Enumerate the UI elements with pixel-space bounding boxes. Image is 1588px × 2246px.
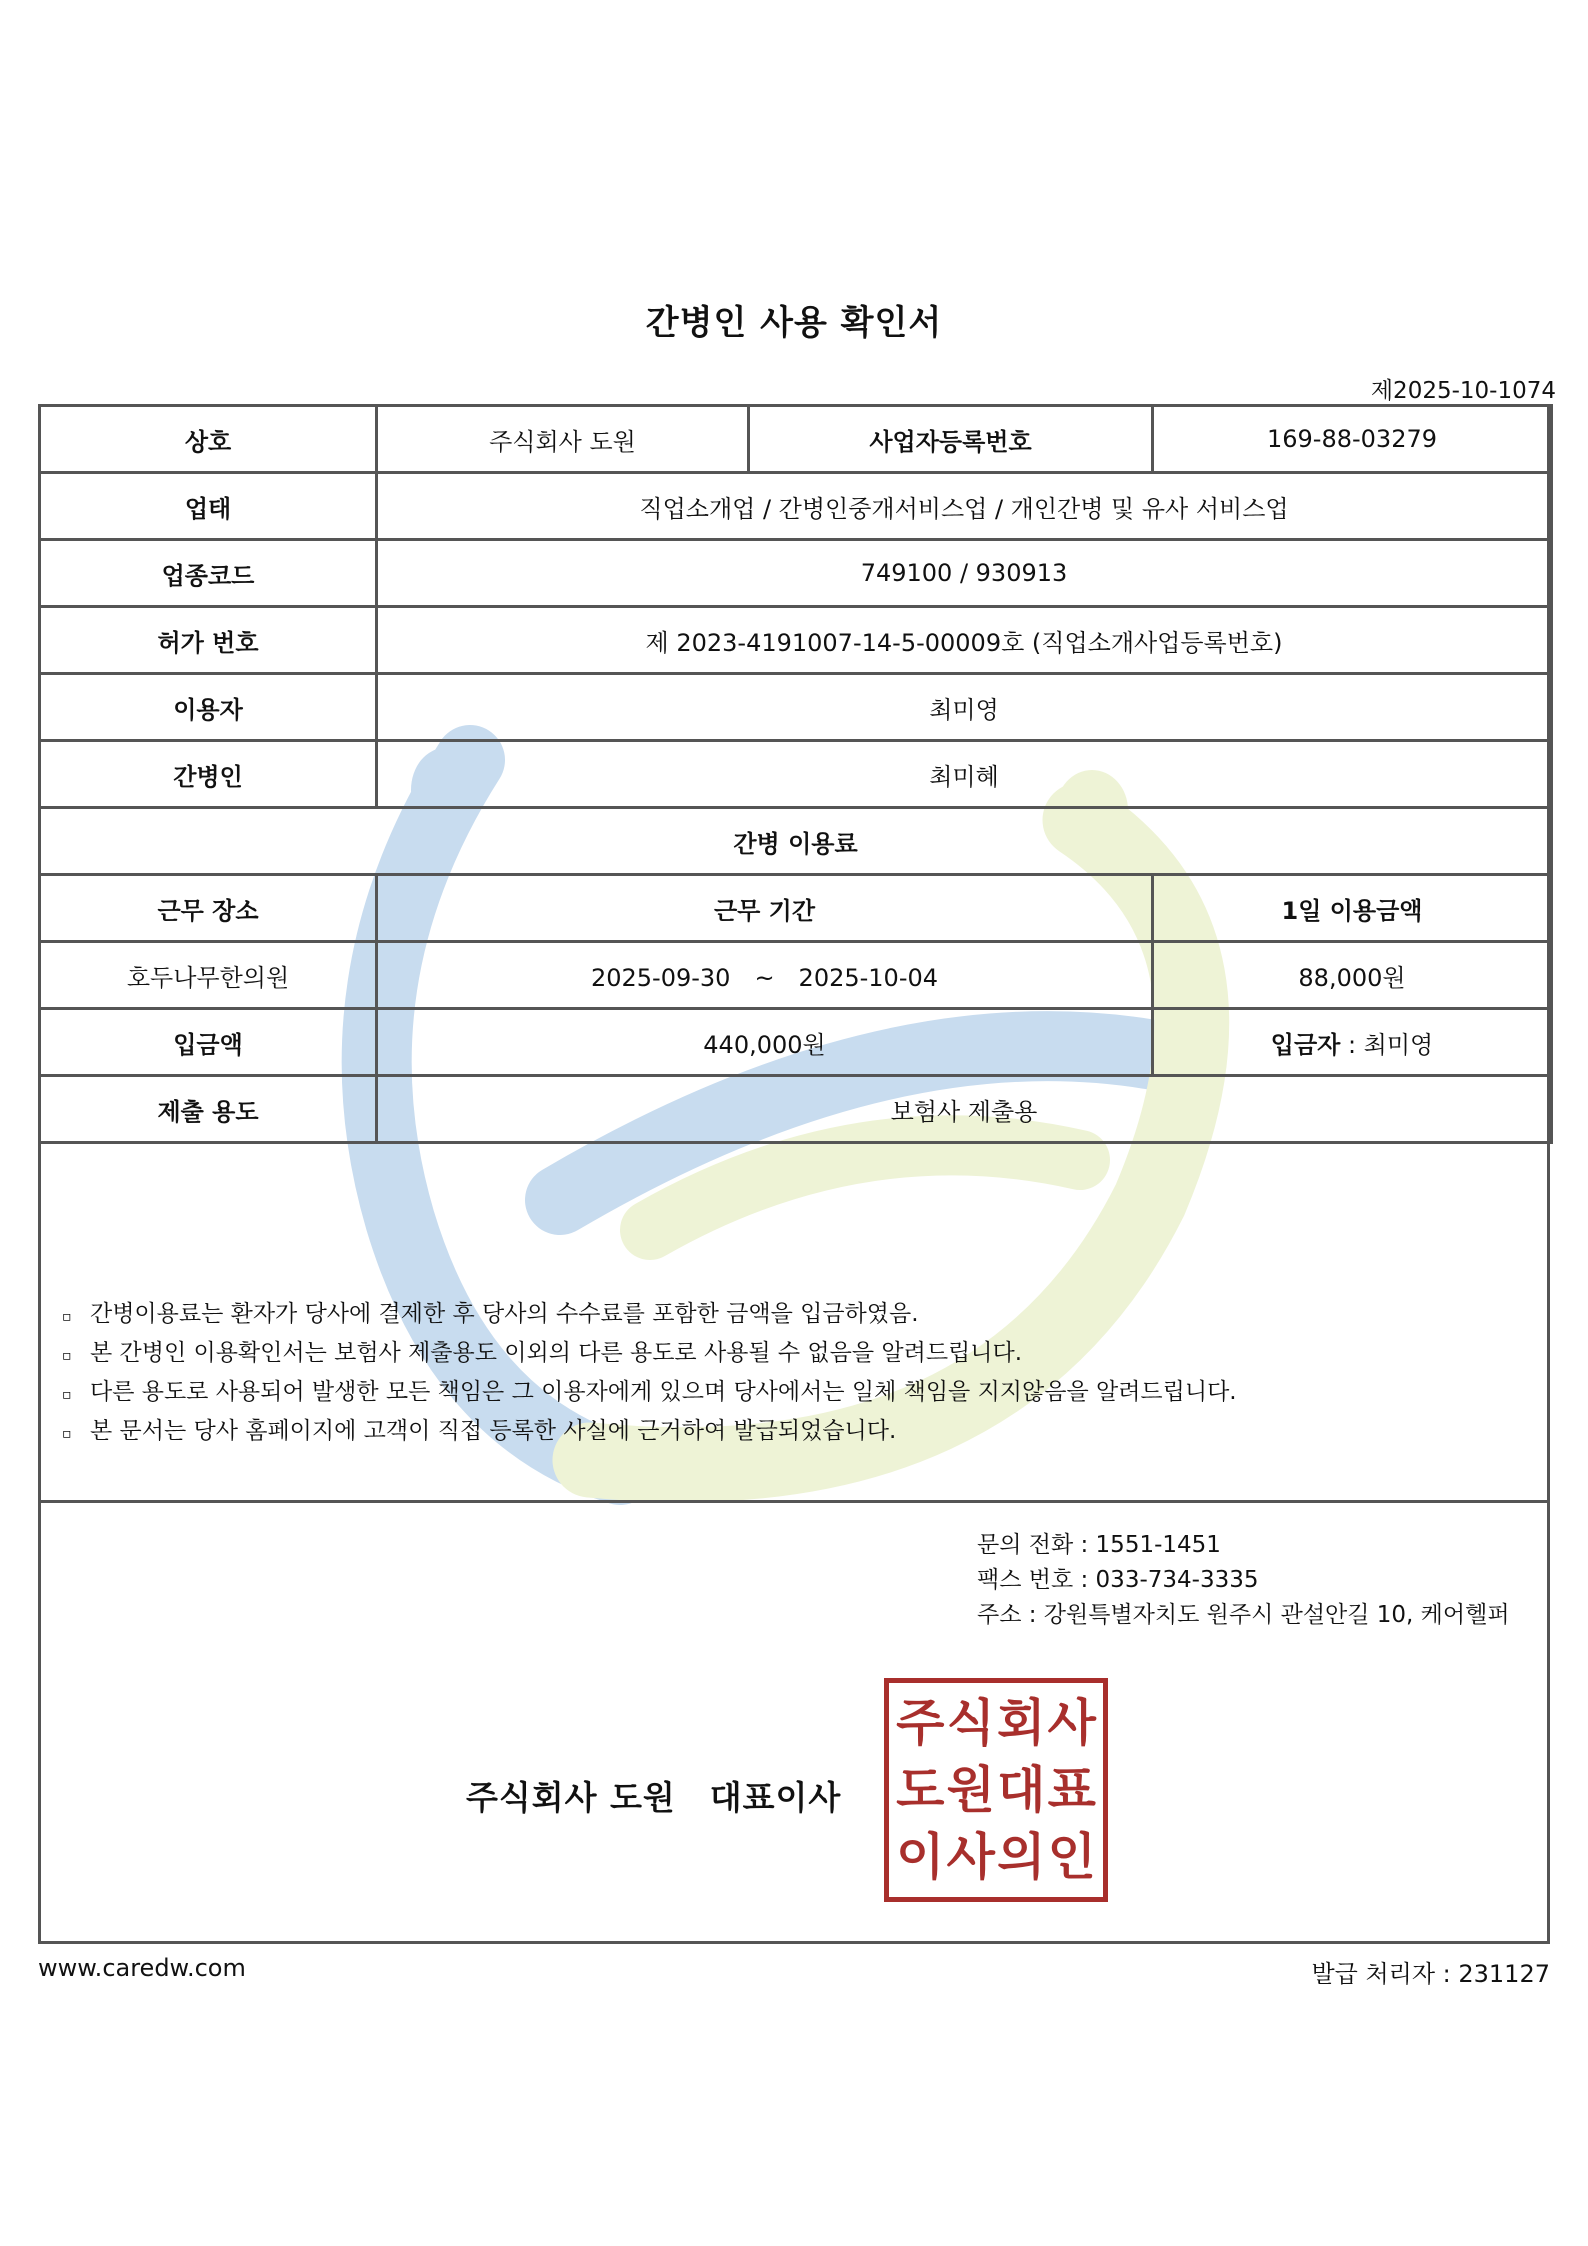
work-place-label: 근무 장소: [40, 875, 377, 942]
work-period-label: 근무 기간: [377, 875, 1153, 942]
daily-fee-label: 1일 이용금액: [1153, 875, 1552, 942]
table-row: [40, 473, 1552, 540]
contact-phone: 문의 전화 : 1551-1451: [977, 1532, 1221, 1558]
license-label: 허가 번호: [40, 607, 377, 674]
list-item: [62, 1374, 1237, 1413]
table-row: [40, 607, 1552, 674]
document-title: 간병인 사용 확인서: [645, 303, 943, 343]
issuer-info: 발급 처리자 : 231127: [1311, 1960, 1550, 1988]
business-type-value: 직업소개업 / 간병인중개서비스업 / 개인간병 및 유사 서비스업: [377, 473, 1552, 540]
bullet-icon: ▫: [62, 1426, 72, 1442]
table-row: [40, 1076, 1552, 1143]
company-representative: 주식회사 도원 대표이사: [466, 1778, 842, 1817]
business-type-label: 업태: [40, 473, 377, 540]
deposit-label: 입금액: [40, 1009, 377, 1076]
industry-code-value: 749100 / 930913: [377, 540, 1552, 607]
contact-fax: 팩스 번호 : 033-734-3335: [977, 1567, 1259, 1593]
website-link[interactable]: www.caredw.com: [38, 1954, 246, 1982]
note-text: 본 간병인 이용확인서는 보험사 제출용도 이외의 다른 용도로 사용될 수 없음을 알려드립니다.: [90, 1340, 1023, 1366]
business-name-label: 상호: [40, 406, 377, 473]
document-number: 제2025-10-1074: [1370, 378, 1556, 404]
business-name-value: 주식회사 도원: [377, 406, 749, 473]
seal-char: 원: [946, 1759, 995, 1819]
table-row: [40, 674, 1552, 741]
fee-section-title: 간병 이용료: [40, 808, 1552, 875]
section-divider: [38, 1500, 1550, 1503]
purpose-label: 제출 용도: [40, 1076, 377, 1143]
table-row: [40, 741, 1552, 808]
company-seal-stamp: [884, 1678, 1108, 1902]
industry-code-label: 업종코드: [40, 540, 377, 607]
list-item: [62, 1413, 1237, 1452]
note-text: 본 문서는 당사 홈페이지에 고객이 직접 등록한 사실에 근거하여 발급되었습니다.: [90, 1418, 897, 1444]
contact-address: 주소 : 강원특별자치도 원주시 관설안길 10, 케어헬퍼: [977, 1602, 1510, 1628]
seal-char: 도: [896, 1759, 945, 1819]
seal-char: 사: [1047, 1692, 1096, 1752]
business-regno-label: 사업자등록번호: [749, 406, 1153, 473]
purpose-value: 보험사 제출용: [377, 1076, 1552, 1143]
seal-char: 주: [896, 1692, 945, 1752]
deposit-value: 440,000원: [377, 1009, 1153, 1076]
list-item: [62, 1335, 1237, 1374]
business-regno-value: 169-88-03279: [1153, 406, 1552, 473]
table-row: [40, 875, 1552, 942]
depositor-cell: [1153, 1009, 1552, 1076]
table-row: [40, 942, 1552, 1009]
seal-char: 인: [1047, 1827, 1096, 1887]
bullet-icon: ▫: [62, 1348, 72, 1364]
work-period-value: 2025-09-30 ~ 2025-10-04: [377, 942, 1153, 1009]
bullet-icon: ▫: [62, 1309, 72, 1325]
caregiver-value: 최미혜: [377, 741, 1552, 808]
seal-char: 사: [946, 1827, 995, 1887]
bullet-icon: ▫: [62, 1387, 72, 1403]
caregiver-label: 간병인: [40, 741, 377, 808]
user-label: 이용자: [40, 674, 377, 741]
depositor-label: 입금자: [1270, 1030, 1341, 1059]
depositor-value: : 최미영: [1340, 1030, 1434, 1059]
seal-char: 표: [1047, 1759, 1096, 1819]
note-text: 간병이용료는 환자가 당사에 결제한 후 당사의 수수료를 포함한 금액을 입금하였음.: [90, 1301, 919, 1327]
license-value: 제 2023-4191007-14-5-00009호 (직업소개사업등록번호): [377, 607, 1552, 674]
seal-char: 이: [896, 1827, 945, 1887]
seal-char: 의: [997, 1827, 1046, 1887]
seal-char: 대: [997, 1759, 1046, 1819]
work-place-value: 호두나무한의원: [40, 942, 377, 1009]
table-row: [40, 808, 1552, 875]
table-row: [40, 1009, 1552, 1076]
table-row: [40, 540, 1552, 607]
notes-list: [62, 1296, 1237, 1452]
info-table: [38, 404, 1553, 1144]
note-text: 다른 용도로 사용되어 발생한 모든 책임은 그 이용자에게 있으며 당사에서는 일체 책임을 지지않음을 알려드립니다.: [90, 1379, 1237, 1405]
seal-char: 회: [997, 1692, 1046, 1752]
user-value: 최미영: [377, 674, 1552, 741]
daily-fee-value: 88,000원: [1153, 942, 1552, 1009]
seal-char: 식: [946, 1692, 995, 1752]
list-item: [62, 1296, 1237, 1335]
table-row: [40, 406, 1552, 473]
contact-info: [977, 1528, 1510, 1633]
